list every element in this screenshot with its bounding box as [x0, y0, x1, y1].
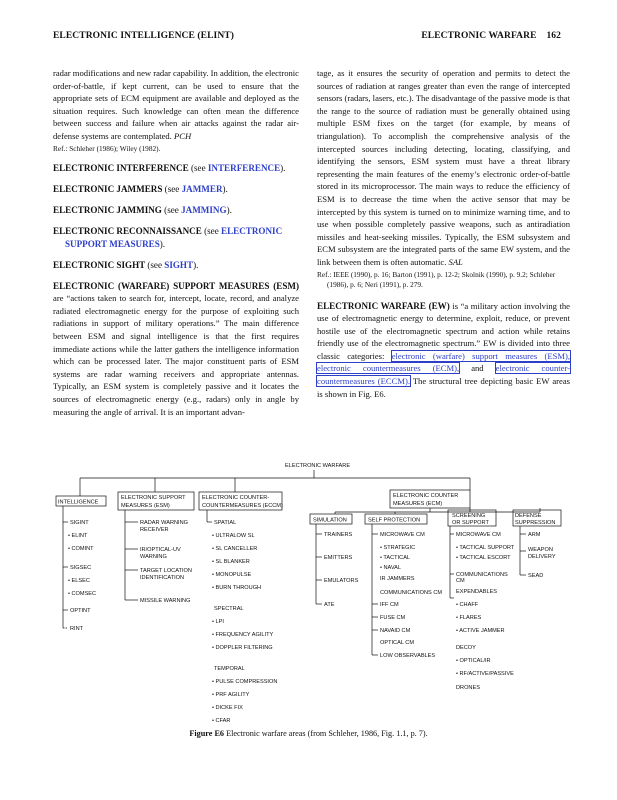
fig-intel-item: SIGSEC [70, 565, 92, 571]
fig-ecm-line2: MEASURES (ECM) [393, 501, 443, 507]
fig-intel-item: • COMSEC [68, 591, 97, 597]
see-text: (see [190, 162, 208, 173]
fig-screening-line1: SCREENING [452, 513, 486, 519]
fig-sim-item: ATE [324, 602, 335, 608]
fig-sp-item: IR JAMMERS [380, 576, 415, 582]
fig-esm-line2: MEASURES (ESM) [121, 503, 170, 509]
fig-eccm-item: • SL CANCELLER [212, 546, 258, 552]
conjunction: and [471, 363, 484, 374]
fig-esm-item: TARGET LOCATION [140, 568, 192, 574]
entry-term: ELECTRONIC (WARFARE) SUPPORT MEASURES (ESM) [53, 280, 299, 291]
fig-scr-item: • FLARES [456, 615, 482, 621]
fig-sp-item: COMMUNICATIONS CM [380, 590, 443, 596]
fig-eccm-item: • SL BLANKER [212, 559, 250, 565]
link-jamming[interactable]: JAMMING [181, 204, 227, 215]
fig-eccm-item: • CFAR [212, 718, 231, 724]
fig-intelligence: INTELLIGENCE [58, 499, 99, 506]
figure-caption [0, 729, 617, 738]
reference: Ref.: IEEE (1990), p. 16; Barton (1991), p. 12-2; Skolnik (1990), p. 9.2; Schleher (1986), p. 6; Neri (1991), p. 279. [317, 269, 556, 289]
fig-scr-item: • RF/ACTIVE/PASSIVE [456, 671, 514, 677]
fig-sp-item: FUSE CM [380, 615, 406, 621]
fig-scr-item: CM [456, 578, 465, 584]
entry-term: ELECTRONIC INTERFERENCE [53, 162, 189, 173]
fig-intel-item: • ELSEC [68, 578, 90, 584]
reference: Ref.: Schleher (1986); Wiley (1982). [53, 143, 161, 153]
see-text: (see [164, 204, 182, 215]
fig-scr-item: MICROWAVE CM [456, 532, 501, 538]
fig-sp-item: • STRATEGIC [380, 545, 416, 551]
fig-eccm-item: • LPI [212, 619, 224, 625]
see-text: (see [164, 183, 182, 194]
fig-eccm-item: SPATIAL [214, 520, 237, 526]
entry-term: ELECTRONIC JAMMING [53, 204, 162, 215]
fig-eccm-item: • DOPPLER FILTERING [212, 645, 273, 651]
caption-text: Electronic warfare areas (from Schleher, 1986, Fig. 1.1, p. 7). [226, 729, 428, 738]
paragraph-text: tage, as it ensures the security of operation and permits to detect the sources of radiation at ranges greater than even the range of intercepted sensors (radars, lasers, etc.). The disadvantage of the passive mode is that the range to the source of radiation must be generally obtained using multiple ESM fixes on the target (for example, by means of triangulation). To accomplish the comprehensive analysis of the intercepted sources including detecting, locating, classifying, and identifying the sensors, ESM system must have a threat library representing the main features of the enemy’s electronic order-of-battle stored in its microprocessor. The main ways to reduce the efficiency of ESM is to decrease the time when the active sensor that may be intercepted by this system is turned on to minimize warning time, and to use when possible completely passive weapons, such as antiradiation missiles and heat-seeking missiles. Typically, the ESM subsystem and ECM subsystem are the integrated parts of the same EW system, and the link between them is often automatic. [317, 68, 570, 267]
entry-term: ELECTRONIC JAMMERS [53, 183, 163, 194]
link-interference[interactable]: INTERFERENCE [207, 162, 281, 173]
link-jammer[interactable]: JAMMER [181, 183, 223, 194]
fig-ecm-line1: ELECTRONIC COUNTER [393, 493, 459, 499]
see-end: ). [226, 204, 232, 215]
fig-esm-item: RECEIVER [140, 527, 169, 533]
running-head-left: ELECTRONIC INTELLIGENCE (ELINT) [53, 31, 235, 41]
author-initials: PCH [174, 130, 192, 141]
see-end: ). [222, 183, 228, 194]
running-head-title: ELECTRONIC WARFARE [421, 31, 537, 41]
entry-body: is “a military action involving the use of electromagnetic energy to determine, exploit, reduce, or prevent hostile use of the electromagnetic spectrum and action while retains friendly use of the electromagnetic spectrum.” EW is divided into three classic categories: [317, 300, 570, 361]
fig-sp-item: NAVAID CM [380, 628, 411, 634]
fig-eccm-item: • FREQUENCY AGILITY [212, 632, 274, 638]
fig-eccm-line1: ELECTRONIC COUNTER- [202, 495, 270, 501]
fig-sim-item: EMULATORS [324, 578, 359, 584]
fig-intel-item: • ELINT [68, 533, 88, 539]
fig-intel-item: OPTINT [70, 608, 91, 614]
link-esm[interactable]: electronic (warfare) support measures (ESM), [391, 350, 570, 361]
fig-esm-item: WARNING [140, 554, 167, 560]
fig-eccm-item: • ULTRALOW SL [212, 533, 255, 539]
link-eccm[interactable]: electronic counter-countermeasures (ECCM). [317, 363, 570, 387]
fig-esm-item: IDENTIFICATION [140, 575, 185, 581]
caption-label: Figure E6 [189, 729, 225, 738]
entry-term: ELECTRONIC RECONNAISSANCE [53, 225, 202, 236]
fig-sp-item: LOW OBSERVABLES [380, 653, 436, 659]
fig-sp-item: OPTICAL CM [380, 640, 414, 646]
fig-root: ELECTRONIC WARFARE [285, 463, 351, 469]
fig-intel-item: RINT [70, 626, 84, 632]
fig-scr-item: DECOY [456, 645, 476, 651]
fig-def-item: WEAPON [528, 547, 553, 553]
fig-eccm-item: • MONOPULSE [212, 572, 252, 578]
fig-eccm-item: SPECTRAL [214, 606, 244, 612]
fig-esm-line1: ELECTRONIC SUPPORT [121, 495, 186, 501]
fig-scr-item: DRONES [456, 685, 480, 691]
fig-sp-item: IFF CM [380, 602, 399, 608]
fig-def-item: DELIVERY [528, 554, 556, 560]
fig-eccm-item: • PRF AGILITY [212, 692, 250, 698]
see-end: ). [193, 259, 199, 270]
fig-def-item: ARM [528, 532, 541, 538]
fig-eccm-item: • DICKE FIX [212, 705, 243, 711]
link-ecm[interactable]: electronic countermeasures (ECM), [317, 363, 460, 374]
fig-sim-item: TRAINERS [324, 532, 353, 538]
fig-esm-item: RADAR WARNING [140, 520, 188, 526]
link-electronic-support-measures[interactable]: ELECTRONIC SUPPORT MEASURES [65, 225, 283, 249]
fig-eccm-line2: COUNTERMEASURES (ECCM) [202, 503, 283, 509]
fig-esm-item: MISSILE WARNING [140, 598, 191, 604]
paragraph-text: radar modifications and new radar capability. In addition, the electronic order-of-battle, if kept current, can be used to ensure that the appropriate sets of ECM equipment are available and deployed as the situation requires. Such knowledge can often mean the difference between success and failure when air attacks against the radar air-defense systems are contemplated. [53, 68, 299, 141]
author-initials: SAL [448, 256, 463, 267]
entry-term: ELECTRONIC SIGHT [53, 259, 146, 270]
fig-screening-line2: OR SUPPORT [452, 520, 489, 526]
see-text: (see [147, 259, 165, 270]
entry-body-end: The structural tree depicting basic EW areas is shown in Fig. E6. [317, 376, 570, 399]
fig-scr-item: EXPENDABLES [456, 589, 498, 595]
entry-body: are “actions taken to search for, intercept, locate, record, and analyze radiated electromagnetic energy for the purpose of exploiting such radiations in support of military operations.” The main difference between ESM and signal intelligence is that the first requires immediate actions while the latter gathers the intelligence information which can be processed later. The major constituent parts of ESM systems are radar warning receivers and appropriate antennas. Typically, an ESM system is completely passive and it locates the sources of electromagnetic energy (e.g., radars) only in angle by measuring the angle of arrival. It is an important advan- [53, 293, 299, 417]
see-end: ). [280, 162, 286, 173]
fig-eccm-item: TEMPORAL [214, 666, 245, 672]
fig-sp-item: MICROWAVE CM [380, 532, 425, 538]
fig-esm-item: IR/OPTICAL-UV [140, 547, 181, 553]
fig-scr-item: • ACTIVE JAMMER [456, 628, 505, 634]
fig-sim-item: EMITTERS [324, 555, 353, 561]
page-number: 162 [546, 31, 561, 41]
fig-intel-item: SIGINT [70, 520, 89, 526]
fig-eccm-item: • PULSE COMPRESSION [212, 679, 278, 685]
link-sight[interactable]: SIGHT [164, 259, 194, 270]
see-end: ). [159, 238, 166, 249]
fig-eccm-item: • BURN THROUGH [212, 585, 262, 591]
see-text: (see [204, 225, 222, 236]
fig-defense-line2: SUPPRESSION [515, 520, 556, 526]
fig-scr-item: • TACTICAL SUPPORT [456, 545, 515, 551]
fig-self-protection: SELF PROTECTION [368, 517, 421, 524]
entry-term: ELECTRONIC WARFARE (EW) [317, 300, 450, 311]
fig-intel-item: • COMINT [68, 546, 94, 552]
fig-scr-item: COMMUNICATIONS [456, 572, 508, 578]
fig-simulation: SIMULATION [313, 517, 347, 524]
fig-scr-item: • TACTICAL ESCORT [456, 555, 511, 561]
fig-scr-item: • OPTICAL/IR [456, 658, 491, 664]
fig-def-item: SEAD [528, 573, 544, 579]
fig-defense-line1: DEFENSE [515, 513, 542, 519]
fig-sp-item: • TACTICAL [380, 555, 411, 561]
fig-sp-item: • NAVAL [380, 565, 402, 571]
fig-scr-item: • CHAFF [456, 602, 479, 608]
